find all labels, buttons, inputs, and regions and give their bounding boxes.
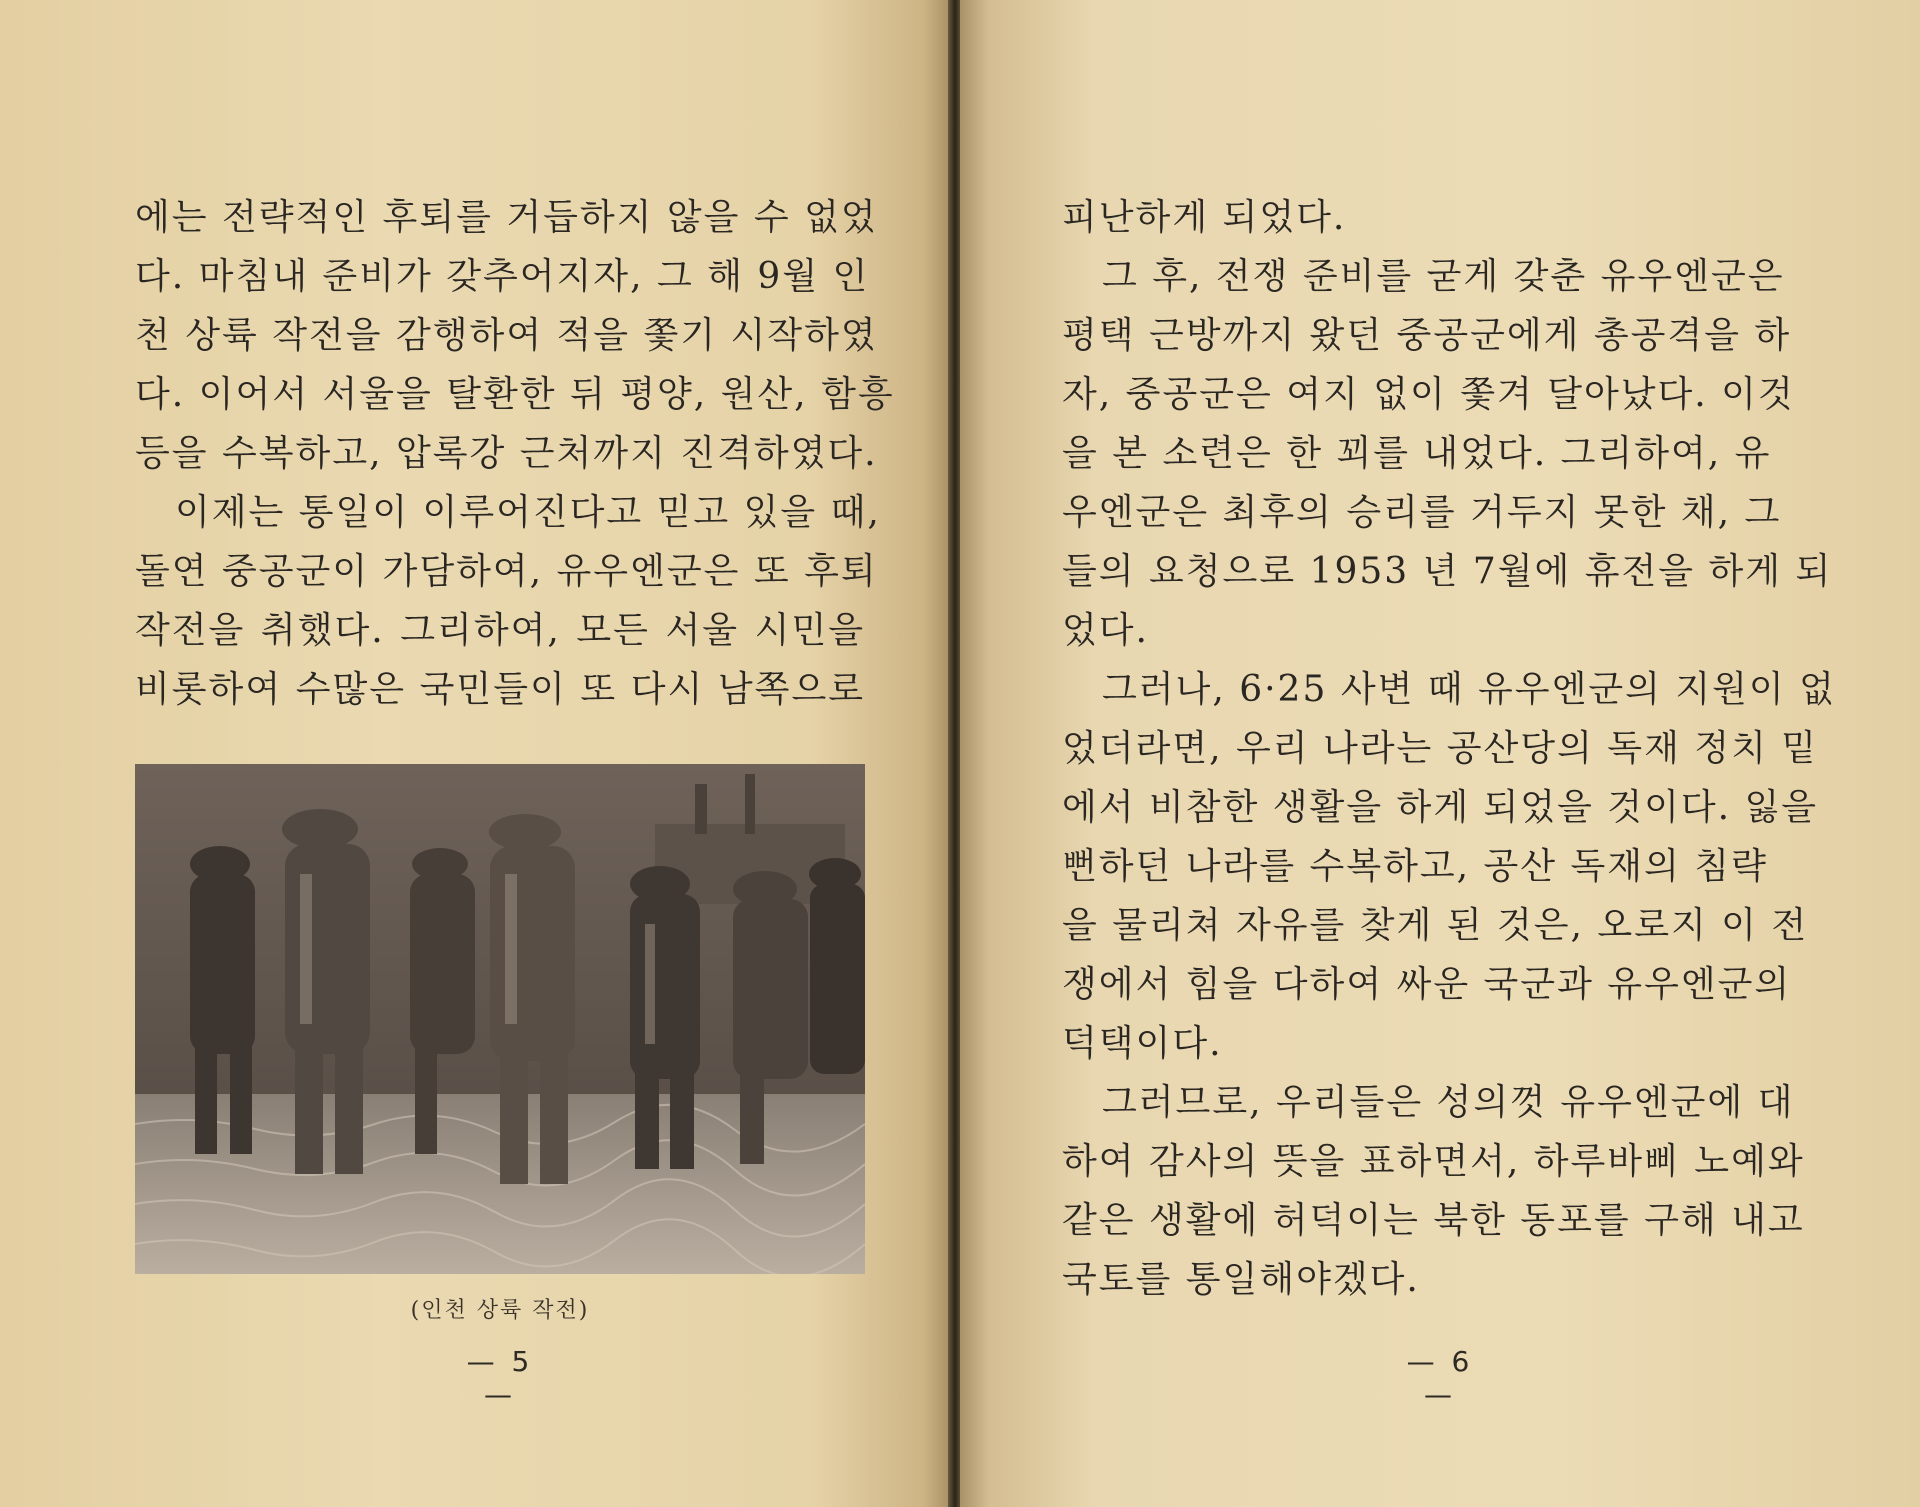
text-line: 비롯하여 수많은 국민들이 또 다시 남쪽으로 xyxy=(135,669,865,710)
text-line: 을 물리쳐 자유를 찾게 된 것은, 오로지 이 전 xyxy=(1062,905,1809,946)
photo-caption: (인천 상륙 작전) xyxy=(410,1298,590,1323)
text-line: 피난하게 되었다. xyxy=(1062,197,1347,238)
text-line: 뻔하던 나라를 수복하고, 공산 독재의 침략 xyxy=(1062,846,1768,887)
text-line: 천 상륙 작전을 감행하여 적을 쫓기 시작하였 xyxy=(135,315,878,356)
text-line: 하여 감사의 뜻을 표하면서, 하루바삐 노예와 xyxy=(1062,1141,1805,1182)
incheon-landing-photo xyxy=(135,764,865,1274)
left-page xyxy=(0,0,952,1507)
text-line: 쟁에서 힘을 다하여 싸운 국군과 유우엔군의 xyxy=(1062,964,1792,1005)
text-line: 같은 생활에 허덕이는 북한 동포를 구해 내고 xyxy=(1062,1200,1805,1241)
text-line: 자, 중공군은 여지 없이 쫓겨 달아났다. 이것 xyxy=(1062,374,1795,415)
text-line: 에는 전략적인 후퇴를 거듭하지 않을 수 없었 xyxy=(135,197,878,238)
text-line: 등을 수복하고, 압록강 근처까지 진격하였다. xyxy=(135,433,878,474)
text-line: 국토를 통일해야겠다. xyxy=(1062,1259,1420,1300)
page-number: — 5 — xyxy=(466,1345,534,1411)
text-line: 들의 요청으로 1953 년 7월에 휴전을 하게 되 xyxy=(1062,551,1833,592)
text-line: 돌연 중공군이 가담하여, 유우엔군은 또 후퇴 xyxy=(135,551,878,592)
text-line: 었다. xyxy=(1062,610,1149,651)
text-line: 덕택이다. xyxy=(1062,1023,1223,1064)
text-line: 이제는 통일이 이루어진다고 믿고 있을 때, xyxy=(175,492,881,533)
right-page xyxy=(960,0,1920,1507)
text-line: 그러나, 6·25 사변 때 유우엔군의 지원이 없 xyxy=(1102,669,1836,710)
text-line: 작전을 취했다. 그리하여, 모든 서울 시민을 xyxy=(135,610,865,651)
text-line: 었더라면, 우리 나라는 공산당의 독재 정치 밑 xyxy=(1062,728,1819,769)
text-line: 에서 비참한 생활을 하게 되었을 것이다. 잃을 xyxy=(1062,787,1819,828)
page-number: — 6 — xyxy=(1406,1345,1474,1411)
text-line: 을 본 소련은 한 꾀를 내었다. 그리하여, 유 xyxy=(1062,433,1772,474)
text-line: 그 후, 전쟁 준비를 굳게 갖춘 유우엔군은 xyxy=(1102,256,1785,297)
text-line: 다. 이어서 서울을 탈환한 뒤 평양, 원산, 함흥 xyxy=(135,374,895,415)
left-page-body xyxy=(135,188,895,719)
text-line: 다. 마침내 준비가 갖추어지자, 그 해 9월 인 xyxy=(135,256,870,297)
right-page-body xyxy=(1062,188,1836,1309)
text-line: 그러므로, 우리들은 성의껏 유우엔군에 대 xyxy=(1102,1082,1795,1123)
text-line: 평택 근방까지 왔던 중공군에게 총공격을 하 xyxy=(1062,315,1792,356)
text-line: 우엔군은 최후의 승리를 거두지 못한 채, 그 xyxy=(1062,492,1782,533)
